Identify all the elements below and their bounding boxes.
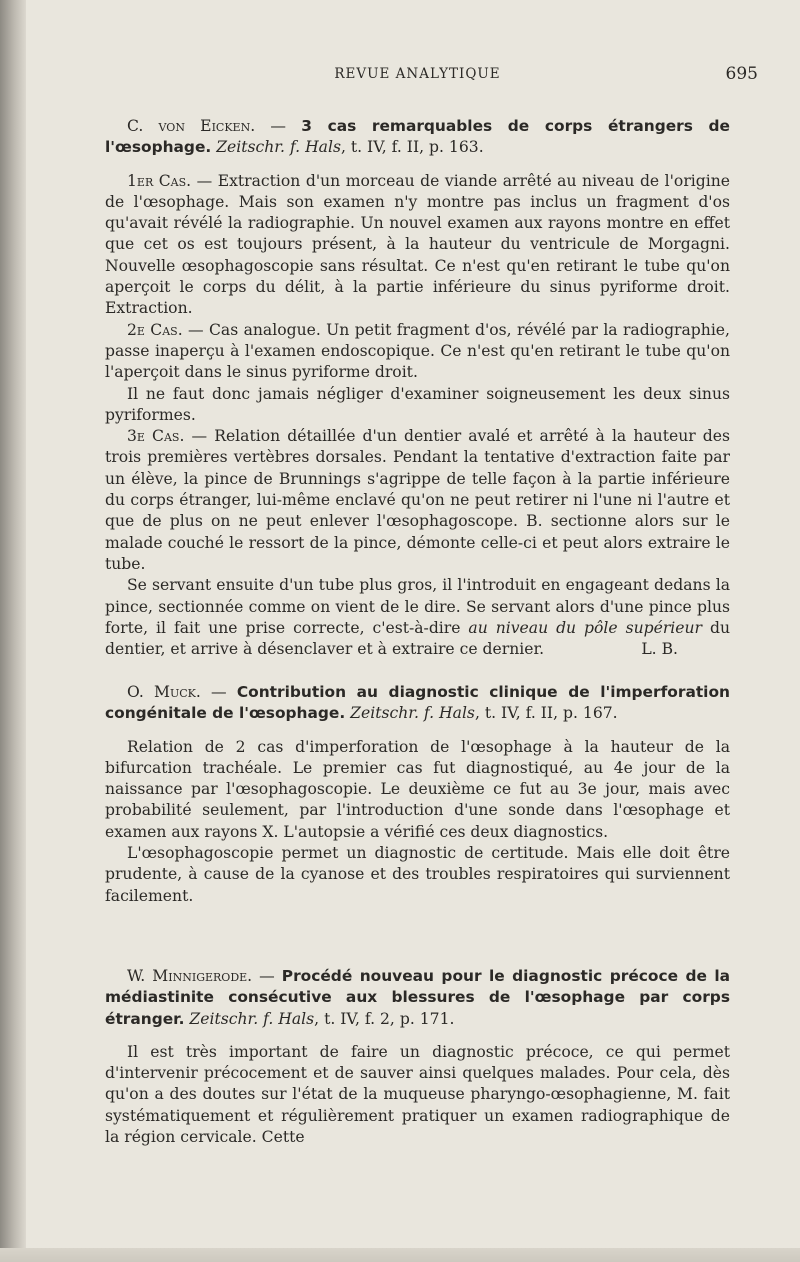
article-title: 3 cas remarquables de corps étrangers de l'œsophage. (105, 117, 730, 157)
paragraph-text: Il est très important de faire un diagnostic précoce, ce qui permet d'intervenir précocement et de sauver ainsi quelques malades. Pour cela, dès qu'on a des doutes sur l'état de la muqueuse pharyngo-œsophagienne, M. fait systématiquement et régulièrement pratiquer un examen radiographique de la région cervicale. Cette (105, 1042, 730, 1147)
paragraph-text: Se servant ensuite d'un tube plus gros, il l'introduit en engageant dedans la pince, sectionnée comme on vient de le dire. Se servant alors d'une pince plus forte, il fait une prise correcte, c'est-à-dire (105, 576, 730, 637)
heading-dash: — (255, 117, 302, 135)
article-journal: Zeitschr. f. Hals (189, 1009, 315, 1028)
article-title: Contribution au diagnostic clinique de l'imperforation congénitale de l'œsophage. (105, 683, 730, 723)
paragraph-text: L'œsophagoscopie permet un diagnostic de certitude. Mais elle doit être prudente, à cause de la cyanose et des troubles respiratoires qui surviennent facilement. (105, 844, 730, 905)
article-journal: Zeitschr. f. Hals (350, 704, 475, 723)
paragraph-advice (105, 384, 730, 427)
article-signature: L. B. (641, 640, 678, 659)
book-spine-shadow (0, 0, 26, 1262)
heading-dash: — (200, 683, 237, 701)
case-label: 2e Cas. (127, 320, 183, 339)
article-heading (105, 116, 730, 159)
running-title: REVUE ANALYTIQUE (334, 66, 501, 82)
article-heading (105, 966, 730, 1030)
paragraph-text: — Relation détaillée d'un dentier avalé et arrêté à la hauteur des trois premières vertèbres dorsales. Pendant la tentative d'extraction faite par un élève, la pince de Brunnings s'agrippe de telle façon à la partie inférieure du corps étranger, lui-même enclavé qu'on ne peut retirer ni l'une ni l'autre et que de plus on ne peut enlever l'œsophagoscope. B. sectionne alors sur le malade couché le ressort de la pince, démonte celle-ci et peut alors extraire le tube. (105, 427, 730, 573)
page-number: 695 (725, 64, 758, 84)
article-author: W. Minnigerode. (127, 967, 253, 985)
paragraph-text: — Cas analogue. Un petit fragment d'os, révélé par la radiographie, passe inaperçu à l'examen endoscopique. Ce n'est qu'en retirant le tube qu'on l'aperçoit dans le sinus pyriforme droit. (105, 320, 730, 382)
running-head (105, 64, 758, 86)
article-journal: Zeitschr. f. Hals (216, 138, 341, 157)
article-eicken (105, 116, 730, 660)
article-minnigerode (105, 966, 730, 1148)
paragraph-text: — Extraction d'un morceau de viande arrêté au niveau de l'origine de l'œsophage. Mais son examen n'y montre pas inclus un fragment d'os qu'avait révélé la radiographie. Un nouvel examen aux rayons montre en effet que cet os est toujours présent, à la hauteur du ventricule de Morgagni. Nouvelle œsophagoscopie sans résultat. Ce n'est qu'en retirant le tube qu'on aperçoit le corps du délit, à la partie inférieure du sinus pyriforme droit. Extraction. (105, 171, 731, 318)
article-citation: , t. IV, f. II, p. 163. (340, 138, 484, 157)
paragraph-italic: au niveau du pôle supérieur (468, 618, 703, 637)
article-muck (105, 682, 730, 907)
case-label: 3e Cas. (127, 427, 185, 446)
article-author: O. Muck. (127, 683, 201, 701)
article-heading (105, 682, 730, 725)
article-title: Procédé nouveau pour le diagnostic précoce de la médiastinite consécutive aux blessures de l'œsophage par corps étranger. (105, 967, 731, 1028)
paragraph-case-3 (105, 426, 730, 575)
heading-dash: — (252, 967, 282, 985)
paragraph-cases (105, 737, 730, 843)
article-citation: , t. IV, f. 2, p. 171. (314, 1009, 455, 1028)
paragraph-case-2 (105, 320, 730, 384)
article-author: C. von Eicken. (127, 117, 256, 135)
paragraph-case-1 (105, 171, 730, 320)
paragraph-text: Il ne faut donc jamais négliger d'examiner soigneusement les deux sinus pyriformes. (105, 384, 730, 424)
paragraph-conclusion (105, 843, 730, 907)
paragraph-text: du dentier, et arrive à désenclaver et à extraire ce dernier. (105, 618, 730, 659)
paragraph-method (105, 1042, 730, 1148)
article-citation: , t. IV, f. II, p. 167. (474, 704, 618, 723)
page-bottom-edge (0, 1248, 800, 1262)
paragraph-text: Relation de 2 cas d'imperforation de l'œsophage à la hauteur de la bifurcation trachéale. Le premier cas fut diagnostiqué, au 4e jour de la naissance par l'œsophagoscopie. Le deuxième ce fut au 3e jour, mais avec probabilité seulement, par l'introduction d'une sonde dans l'œsophage et examen aux rayons X. L'autopsie a vérifié ces deux diagnostics. (105, 737, 730, 841)
case-label: 1er Cas. (127, 171, 192, 190)
